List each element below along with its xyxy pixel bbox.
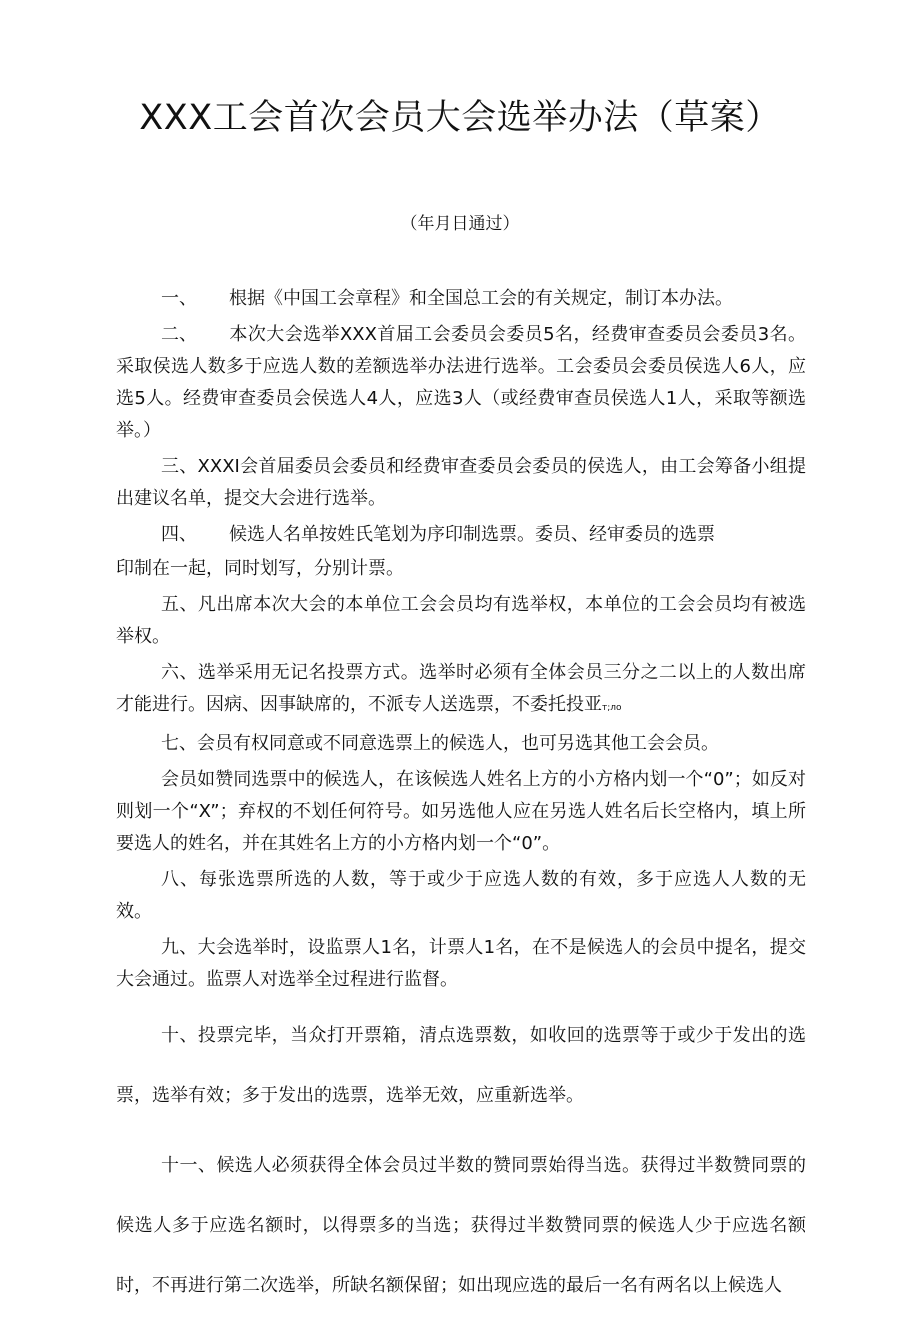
paragraph-text: 十一、候选人必须获得全体会员过半数的赞同票始得当选。获得过半数赞同票的候选人多于应选名额时，以得票多的当选；获得过半数赞同票的候选人少于应选名额时，不再进行第二次选举，所缺名额保留；如出现应选的最后一名有两名以上候选人 <box>116 1155 806 1296</box>
paragraph-text: 九、大会选举时，设监票人1名，计票人1名，在不是候选人的会员中提名，提交大会通过。监票人对选举全过程进行监督。 <box>116 937 806 990</box>
paragraph-7-detail <box>116 764 806 860</box>
paragraph-4 <box>116 519 806 551</box>
paragraph-number: 一、 <box>161 288 197 309</box>
paragraph-text: 根据《中国工会章程》和全国总工会的有关规定，制订本办法。 <box>229 288 733 309</box>
paragraph-text: 七、会员有权同意或不同意选票上的候选人，也可另选其他工会会员。 <box>161 733 719 754</box>
document-title: XXX工会首次会员大会选举办法（草案） <box>139 98 781 138</box>
paragraph-text: 八、每张选票所选的人数，等于或少于应选人数的有效，多于应选人人数的无效。 <box>116 869 806 922</box>
paragraph-4-continued <box>116 553 806 585</box>
paragraph-text: 六、选举采用无记名投票方式。选举时必须有全体会员三分之二以上的人数出席才能进行。因病、因事缺席的，不派专人送选票，不委托投亚 <box>116 662 806 715</box>
paragraph-text: 候选人名单按姓氏笔划为序印制选票。委员、经审委员的选票 <box>229 524 715 545</box>
paragraph-number: 四、 <box>161 524 197 545</box>
paragraph-text: 印制在一起，同时划写，分别计票。 <box>116 558 404 579</box>
paragraph-text: 十、投票完毕，当众打开票箱，清点选票数，如收回的选票等于或少于发出的选票，选举有效；多于发出的选票，选举无效，应重新选举。 <box>116 1025 806 1106</box>
paragraph-10 <box>116 1006 806 1126</box>
paragraph-text: 五、凡出席本次大会的本单位工会会员均有选举权，本单位的工会会员均有被选举权。 <box>116 594 806 647</box>
paragraph-7 <box>116 728 806 760</box>
paragraph-5 <box>116 589 806 653</box>
document-body <box>116 283 806 1320</box>
paragraph-1 <box>116 283 806 315</box>
paragraph-text: 三、XXXI会首届委员会委员和经费审查委员会委员的侯选人，由工会筹备小组提出建议名单，提交大会进行选举。 <box>116 456 806 509</box>
paragraph-3 <box>116 451 806 515</box>
paragraph-text: 会员如赞同选票中的候选人，在该候选人姓名上方的小方格内划一个“0”；如反对则划一个“X”；弃权的不划任何符号。如另选他人应在另选人姓名后长空格内，填上所要选人的姓名，并在其姓名上方的小方格内划一个“0”。 <box>116 769 806 854</box>
paragraph-8 <box>116 864 806 928</box>
paragraph-11 <box>116 1136 806 1316</box>
paragraph-text: 本次大会选举XXX首届工会委员会委员5名，经费审查委员会委员3名。采取侯选人数多于应选人数的差额选举办法进行选举。工会委员会委员侯选人6人，应选5人。经费审查委员会侯选人4人，应选3人（或经费审查员侯选人1人，采取等额选举。） <box>116 324 806 441</box>
paragraph-9 <box>116 932 806 996</box>
document-subtitle: （年月日通过） <box>400 214 520 234</box>
paragraph-tail-artifact: т;лo <box>602 703 622 713</box>
paragraph-number: 二、 <box>161 324 197 345</box>
paragraph-6 <box>116 657 806 724</box>
paragraph-2 <box>116 319 806 447</box>
